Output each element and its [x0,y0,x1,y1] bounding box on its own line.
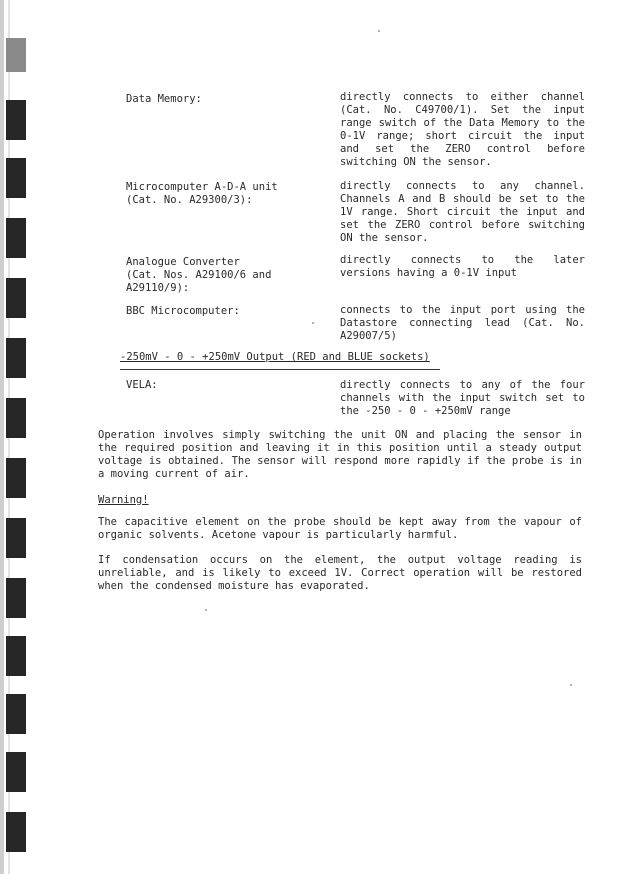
punch-hole [6,278,26,318]
device-label-line: Data Memory: [126,93,202,105]
punch-hole [6,578,26,618]
device-description [340,180,585,245]
device-label-line: (Cat. Nos. A29100/6 and [126,269,272,281]
punch-hole [6,636,26,676]
warning-heading: Warning! [98,494,149,506]
binding-edge [0,0,28,874]
warning-paragraph: The capacitive element on the probe should be kept away from the vapour of organic solvents. Acetone vapour is particularly harmful. [98,516,582,541]
device-label [126,305,326,318]
device-description-text: directly connects to any of the four channels with the input switch set to the -250 - 0 - +250mV range [340,379,585,417]
punch-hole [6,100,26,140]
punch-hole [6,38,26,72]
punch-hole [6,398,26,438]
device-label [126,379,326,392]
device-description-text: directly connects to either channel (Cat. No. C49700/1). Set the input range switch of the Data Memory to the 0-1V range; short circuit the input and set the ZERO control before switching ON the sensor. [340,91,585,168]
device-description [340,304,585,343]
device-label [126,93,326,106]
device-label-line: BBC Microcomputer: [126,305,240,317]
device-label-line: VELA: [126,379,158,391]
device-label-line: Analogue Converter [126,256,240,268]
scan-speck [378,30,380,32]
punch-hole [6,218,26,258]
device-description [340,379,585,418]
device-label-line: (Cat. No. A29300/3): [126,194,253,206]
condensation-paragraph: If condensation occurs on the element, the output voltage reading is unreliable, and is likely to exceed 1V. Correct operation will be restored when the condensed moisture has evaporated. [98,554,582,592]
punch-hole [6,458,26,498]
device-description [340,91,585,169]
device-label-line: Microcomputer A-D-A unit [126,181,278,193]
device-description-text: directly connects to the later versions having a 0-1V input [340,254,585,279]
punch-hole [6,694,26,734]
punch-hole [6,812,26,852]
device-label-line: A29110/9): [126,282,190,294]
heading-rule [120,369,440,370]
scan-speck [205,609,207,611]
punch-hole [6,158,26,198]
punch-hole [6,338,26,378]
device-description-text: connects to the input port using the Datastore connecting lead (Cat. No. A29007/5) [340,304,585,342]
device-label [126,181,326,207]
punch-hole [6,752,26,792]
section-heading: -250mV - 0 - +250mV Output (RED and BLUE sockets) [120,351,430,363]
binding-strip [0,0,4,874]
device-label [126,256,326,295]
scan-speck [312,322,314,324]
device-description [340,254,585,280]
punch-hole [6,518,26,558]
operation-paragraph: Operation involves simply switching the unit ON and placing the sensor in the required position and leaving it in this position until a steady output voltage is obtained. The sensor will respond more rapidly if the probe is in a moving current of air. [98,429,582,480]
scan-speck [570,684,572,686]
device-description-text: directly connects to any channel. Channels A and B should be set to the 1V range. Short circuit the input and set the ZERO control before switching ON the sensor. [340,180,585,244]
